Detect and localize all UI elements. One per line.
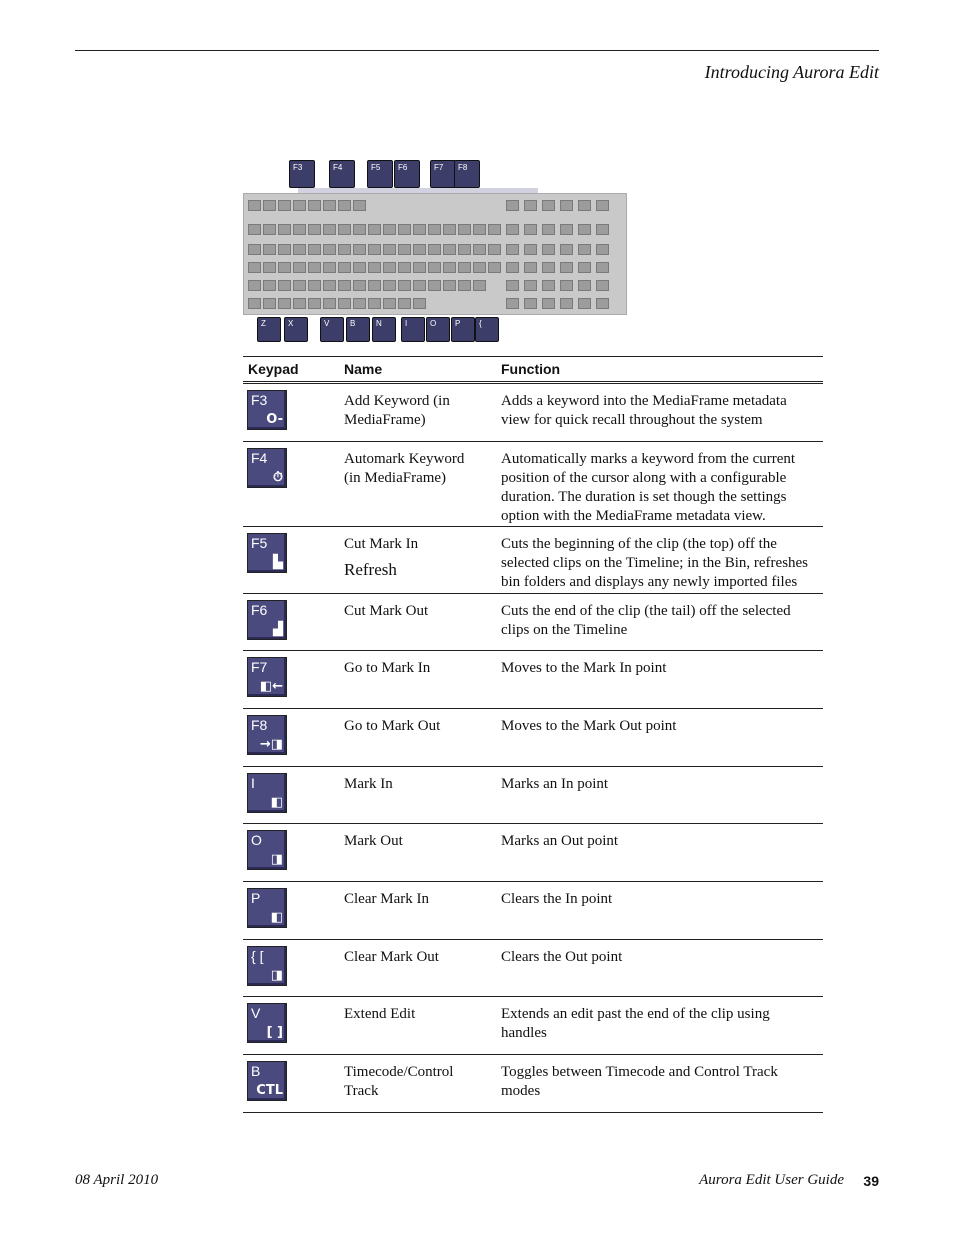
- keyboard-key: [488, 262, 501, 273]
- keyboard-key: [542, 262, 555, 273]
- keyboard-key: [383, 224, 396, 235]
- keyboard-key: [473, 280, 486, 291]
- keyboard-key: [338, 280, 351, 291]
- key-f3-icon: F3 O-: [247, 390, 287, 430]
- keyboard-key: [323, 262, 336, 273]
- key-f4-icon: F4 ⏱: [247, 448, 287, 488]
- keyboard-key: [428, 224, 441, 235]
- key-z: Z: [257, 317, 281, 342]
- row-name: Automark Keyword (in MediaFrame): [344, 451, 465, 486]
- keyboard-key: [458, 280, 471, 291]
- keyboard-body: [243, 193, 627, 315]
- row-function: Cuts the end of the clip (the tail) off the selected clips on the Timeline: [501, 603, 791, 638]
- row-name: Timecode/Control Track: [344, 1064, 454, 1099]
- keyboard-key: [560, 280, 573, 291]
- table-row: [243, 384, 823, 442]
- keyboard-key: [524, 224, 537, 235]
- row-function: Toggles between Timecode and Control Track modes: [501, 1064, 778, 1099]
- page-header-title: Introducing Aurora Edit: [704, 62, 879, 82]
- keyboard-key: [353, 280, 366, 291]
- keyboard-key: [368, 298, 381, 309]
- keyboard-key: [383, 262, 396, 273]
- keyboard-key: [323, 200, 336, 211]
- row-name: Mark In: [344, 776, 393, 792]
- row-name: Go to Mark In: [344, 660, 431, 676]
- row-function: Clears the Out point: [501, 949, 623, 965]
- keyboard-key: [293, 200, 306, 211]
- keyboard-key: [506, 200, 519, 211]
- table-row: [243, 527, 823, 594]
- table-header: [243, 356, 823, 384]
- row-name: Clear Mark In: [344, 891, 429, 907]
- keyboard-key: [524, 262, 537, 273]
- keyboard-key: [560, 200, 573, 211]
- keyboard-key: [596, 224, 609, 235]
- row-function: Cuts the beginning of the clip (the top) off the selected clips on the Timeline; in the Bin, refreshes bin folders and displays any newly imported files: [501, 536, 809, 590]
- keyboard-key: [308, 200, 321, 211]
- table-row: [243, 1055, 823, 1113]
- keyboard-key: [383, 280, 396, 291]
- keyboard-key: [524, 200, 537, 211]
- keyboard-key: [248, 224, 261, 235]
- table-row: [243, 442, 823, 527]
- keyboard-key: [428, 280, 441, 291]
- keyboard-key: [383, 244, 396, 255]
- keyboard-key: [263, 244, 276, 255]
- keyboard-key: [443, 224, 456, 235]
- fkey-f6: F6: [394, 160, 420, 188]
- keyboard-key: [443, 280, 456, 291]
- keyboard-key: [248, 244, 261, 255]
- keyboard-key: [293, 244, 306, 255]
- key-brace-icon: { [ ◨: [247, 946, 287, 986]
- keyboard-key: [353, 262, 366, 273]
- keyboard-key: [506, 298, 519, 309]
- key-p: P: [451, 317, 475, 342]
- keyboard-key: [506, 244, 519, 255]
- keyboard-key: [308, 262, 321, 273]
- keyboard-key: [506, 262, 519, 273]
- row-name: Extend Edit: [344, 1006, 416, 1022]
- keyboard-key: [263, 200, 276, 211]
- key-b: B: [346, 317, 370, 342]
- table-row: [243, 651, 823, 709]
- footer-guide-title: Aurora Edit User Guide: [699, 1172, 844, 1188]
- key-i-icon: I ◧: [247, 773, 287, 813]
- row-function: Marks an In point: [501, 776, 609, 792]
- keyboard-key: [293, 262, 306, 273]
- keyboard-key: [338, 298, 351, 309]
- fkey-f7: F7: [430, 160, 456, 188]
- table-row: [243, 824, 823, 882]
- keyboard-key: [506, 280, 519, 291]
- key-f7-icon: F7 ◧←: [247, 657, 287, 697]
- keyboard-key: [308, 224, 321, 235]
- keyboard-key: [473, 244, 486, 255]
- keyboard-key: [542, 244, 555, 255]
- keyboard-key: [578, 298, 591, 309]
- keyboard-key: [308, 298, 321, 309]
- key-f8-icon: F8 →◨: [247, 715, 287, 755]
- keyboard-key: [368, 262, 381, 273]
- keyboard-key: [458, 262, 471, 273]
- keyboard-key: [308, 244, 321, 255]
- keyboard-key: [578, 280, 591, 291]
- header-rule: [75, 50, 879, 51]
- keyboard-key: [596, 298, 609, 309]
- keyboard-figure: [243, 160, 628, 345]
- keyboard-key: [428, 262, 441, 273]
- keypad-table: [243, 356, 823, 1113]
- keyboard-key: [368, 224, 381, 235]
- keyboard-key: [578, 244, 591, 255]
- keyboard-key: [413, 298, 426, 309]
- row-function: Automatically marks a keyword from the current position of the cursor along with a configurable duration. The duration is set though the settings option with the MediaFrame metadata view.: [501, 451, 796, 524]
- keyboard-key: [353, 200, 366, 211]
- keyboard-key: [560, 244, 573, 255]
- keyboard-key: [353, 224, 366, 235]
- fkey-f8: F8: [454, 160, 480, 188]
- row-function: Moves to the Mark Out point: [501, 718, 677, 734]
- row-name-text: Cut Mark In: [344, 536, 419, 552]
- keyboard-key: [248, 262, 261, 273]
- keyboard-key: [413, 280, 426, 291]
- keyboard-key: [578, 200, 591, 211]
- key-p-icon: P ◧: [247, 888, 287, 928]
- keyboard-key: [398, 262, 411, 273]
- footer-date: 08 April 2010: [75, 1172, 159, 1188]
- keyboard-key: [398, 298, 411, 309]
- key-o: O: [426, 317, 450, 342]
- keyboard-key: [413, 262, 426, 273]
- table-row: [243, 594, 823, 651]
- key-v-icon: V [ ]: [247, 1003, 287, 1043]
- header-keypad: Keypad: [248, 361, 299, 377]
- key-f5-icon: F5 ▙: [247, 533, 287, 573]
- keyboard-key: [338, 262, 351, 273]
- row-name: Go to Mark Out: [344, 718, 441, 734]
- keyboard-key: [413, 244, 426, 255]
- keyboard-key: [596, 244, 609, 255]
- key-v: V: [320, 317, 344, 342]
- keyboard-key: [560, 262, 573, 273]
- row-name: Add Keyword (in MediaFrame): [344, 393, 450, 428]
- keyboard-key: [443, 262, 456, 273]
- row-function: Clears the In point: [501, 891, 613, 907]
- keyboard-key: [542, 298, 555, 309]
- keyboard-key: [323, 224, 336, 235]
- row-name: [344, 535, 484, 579]
- header-name: Name: [344, 361, 383, 377]
- keyboard-key: [488, 244, 501, 255]
- table-row: [243, 940, 823, 997]
- keyboard-key: [278, 280, 291, 291]
- keyboard-key: [368, 280, 381, 291]
- keyboard-key: [278, 200, 291, 211]
- table-row: [243, 767, 823, 824]
- keyboard-key: [338, 200, 351, 211]
- keyboard-key: [323, 280, 336, 291]
- key-n: N: [372, 317, 396, 342]
- key-o-icon: O ◨: [247, 830, 287, 870]
- keyboard-key: [293, 298, 306, 309]
- keyboard-key: [428, 244, 441, 255]
- keyboard-key: [524, 298, 537, 309]
- fkey-f3: F3: [289, 160, 315, 188]
- keyboard-key: [506, 224, 519, 235]
- fkey-f5: F5: [367, 160, 393, 188]
- row-sub-name: Refresh: [344, 560, 397, 579]
- keyboard-key: [248, 280, 261, 291]
- keyboard-key: [524, 280, 537, 291]
- keyboard-key: [488, 224, 501, 235]
- key-f6-icon: F6 ▟: [247, 600, 287, 640]
- row-function: Moves to the Mark In point: [501, 660, 667, 676]
- keyboard-key: [458, 224, 471, 235]
- keyboard-key: [278, 224, 291, 235]
- header-function: Function: [501, 361, 561, 377]
- keyboard-key: [398, 244, 411, 255]
- keyboard-key: [263, 262, 276, 273]
- row-name: Clear Mark Out: [344, 949, 439, 965]
- keyboard-key: [413, 224, 426, 235]
- key-x: X: [284, 317, 308, 342]
- keyboard-key: [473, 224, 486, 235]
- keyboard-key: [398, 280, 411, 291]
- row-function: Extends an edit past the end of the clip using handles: [501, 1006, 770, 1041]
- keyboard-key: [398, 224, 411, 235]
- keyboard-key: [383, 298, 396, 309]
- keyboard-key: [338, 244, 351, 255]
- row-name: Cut Mark Out: [344, 603, 429, 619]
- keyboard-key: [278, 262, 291, 273]
- keyboard-key: [353, 298, 366, 309]
- keyboard-key: [308, 280, 321, 291]
- key-brace: {: [475, 317, 499, 342]
- keyboard-key: [560, 298, 573, 309]
- keyboard-key: [278, 244, 291, 255]
- keyboard-key: [596, 200, 609, 211]
- keyboard-key: [542, 280, 555, 291]
- row-function: Adds a keyword into the MediaFrame metadata view for quick recall throughout the system: [501, 393, 787, 428]
- keyboard-key: [353, 244, 366, 255]
- keyboard-key: [263, 224, 276, 235]
- page-number: 39: [863, 1173, 879, 1189]
- row-function: Marks an Out point: [501, 833, 619, 849]
- table-row: [243, 709, 823, 767]
- row-name: Mark Out: [344, 833, 403, 849]
- keyboard-key: [578, 224, 591, 235]
- keyboard-key: [542, 224, 555, 235]
- keyboard-key: [443, 244, 456, 255]
- keyboard-key: [338, 224, 351, 235]
- keyboard-key: [323, 244, 336, 255]
- keyboard-key: [542, 200, 555, 211]
- keyboard-key: [524, 244, 537, 255]
- keyboard-key: [263, 298, 276, 309]
- keyboard-key: [560, 224, 573, 235]
- keyboard-key: [278, 298, 291, 309]
- keyboard-key: [248, 298, 261, 309]
- keyboard-key: [248, 200, 261, 211]
- keyboard-key: [458, 244, 471, 255]
- keyboard-key: [293, 224, 306, 235]
- keyboard-key: [596, 280, 609, 291]
- key-i: I: [401, 317, 425, 342]
- keyboard-key: [368, 244, 381, 255]
- keyboard-key: [578, 262, 591, 273]
- fkey-f4: F4: [329, 160, 355, 188]
- keyboard-key: [263, 280, 276, 291]
- keyboard-key: [473, 262, 486, 273]
- keyboard-key: [596, 262, 609, 273]
- keyboard-key: [293, 280, 306, 291]
- key-b-icon: B CTL: [247, 1061, 287, 1101]
- table-row: [243, 997, 823, 1055]
- keyboard-key: [323, 298, 336, 309]
- table-row: [243, 882, 823, 940]
